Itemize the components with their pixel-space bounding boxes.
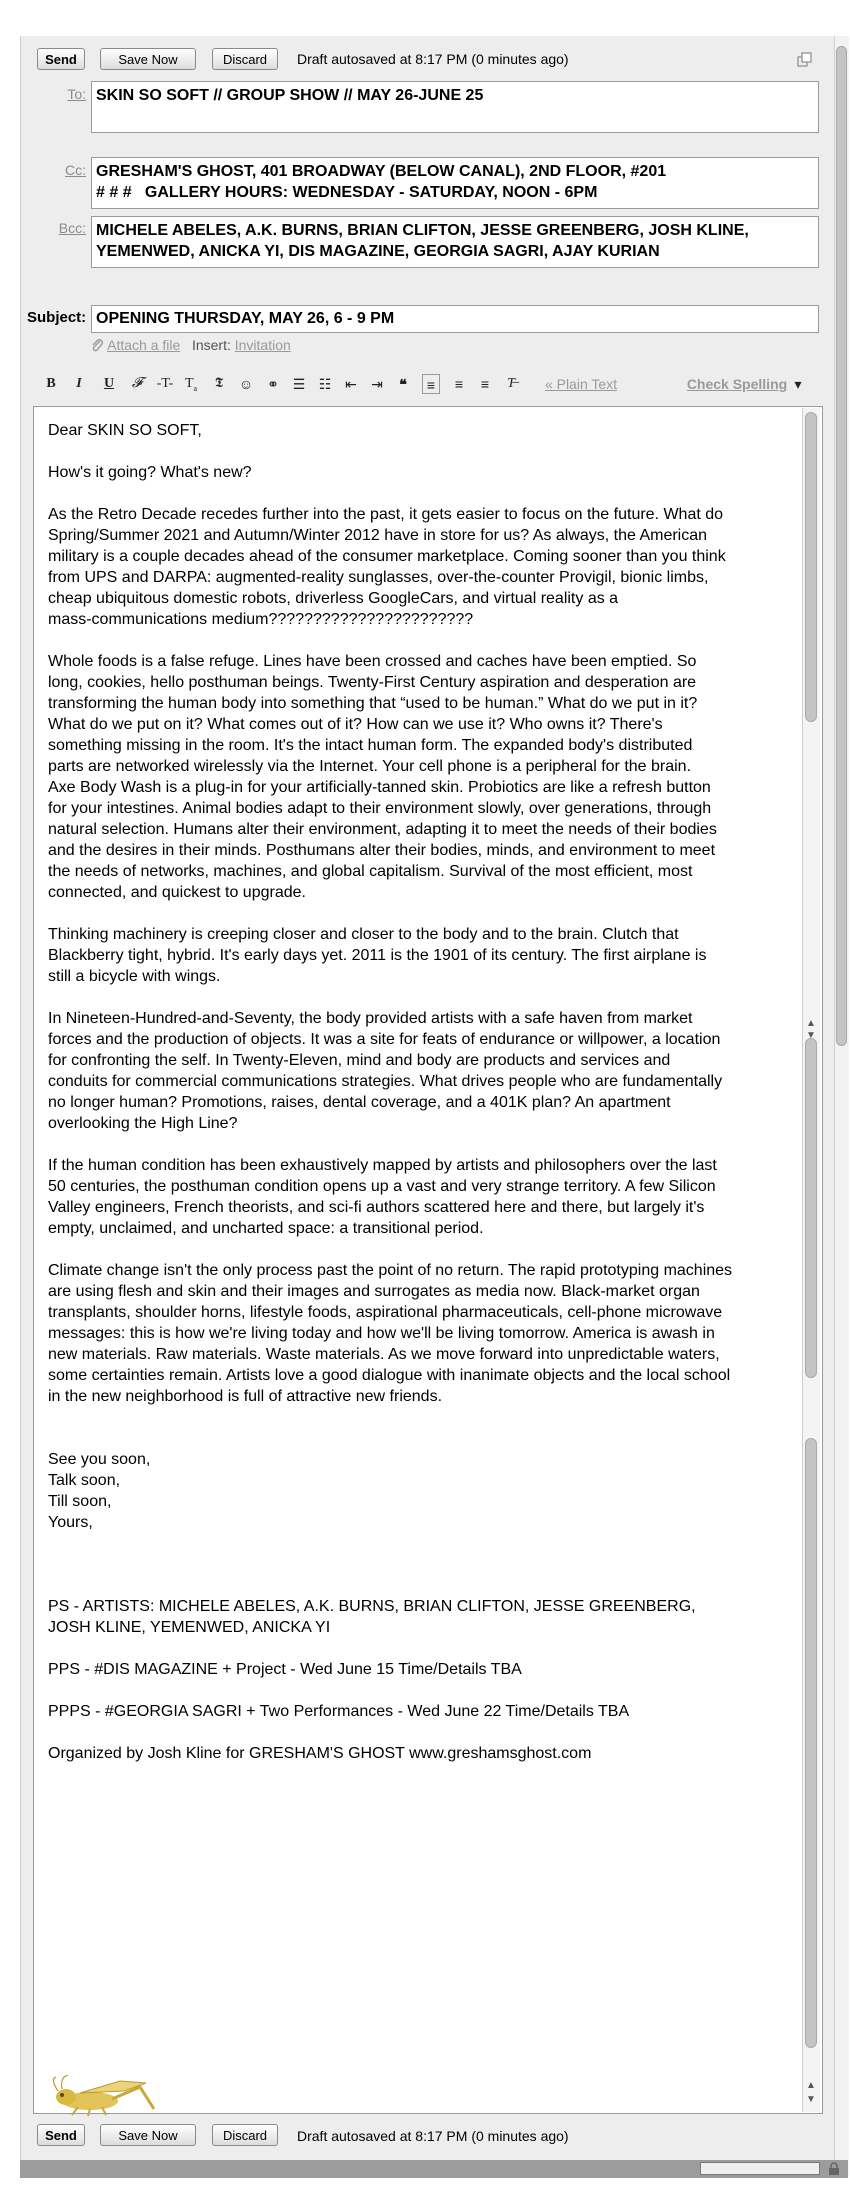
autosave-status-bottom: Draft autosaved at 8:17 PM (0 minutes ago) [297, 2128, 569, 2144]
bulleted-list-icon[interactable]: ☷ [318, 376, 332, 392]
indent-less-icon[interactable]: ⇤ [345, 376, 357, 392]
body-scrollbar[interactable] [802, 408, 820, 2112]
subject-value: OPENING THURSDAY, MAY 26, 6 - 9 PM [96, 310, 395, 327]
scroll-thumb[interactable] [805, 1038, 817, 1378]
cc-line: GRESHAM'S GHOST, 401 BROADWAY (BELOW CANAL), 2ND FLOOR, #201 [96, 163, 667, 180]
body-paragraph: If the human condition has been exhaustively mapped by artists and philosophers over the last 50 centuries, the posthuman condition opens up a vast and very strange territory. A few Silicon Valley engineers, French theorists, and sci-fi authors scattered here and there, but largely it's empty, unclaimed, and uncharted space: a transitional period. [48, 1157, 717, 1237]
scroll-up-icon[interactable]: ▲ [806, 1018, 816, 1029]
body-paragraph: How's it going? What's new? [48, 464, 252, 481]
save-now-button[interactable]: Save Now [100, 48, 196, 70]
cc-label[interactable]: Cc: [65, 162, 86, 178]
to-field[interactable] [91, 81, 819, 133]
body-paragraph: As the Retro Decade recedes further into the past, it gets easier to focus on the future. What do Spring/Summer 2021 and Autumn/Winter 2012 have in store for us? As always, the American military is a couple decades ahead of the consumer marketplace. Coming sooner than you think from UPS and DARPA: augmented-reality sunglasses, over-the-counter Provigil, bionic limbs, cheap ubiquitous domestic robots, driverless GoogleCars, and virtual reality as a mass-communications medium??????????????????????? [48, 506, 726, 628]
status-field [700, 2162, 820, 2175]
body-paragraph: Whole foods is a false refuge. Lines have been crossed and caches have been emptied. So long, cookies, hello posthuman beings. Twenty-First Century aspiration and desperation are transforming the human body into something that “used to be human.” What do we put in it? What do we put on it? What comes out of it? How can we use it? Who owns it? There's something missing in the room. It's the intact human form. The expanded body's distributed parts are networked wirelessly via the Internet. Your cell phone is a peripheral for the brain. Axe Body Wash is a plug-in for your artificially-tanned skin. Probiotics are like a refresh button for your intestines. Animal bodies adapt to their environment slowly, over generations, through natural selection. Humans alter their environment, adapting it to meet the needs of their bodies and the desires in their minds. Posthumans alter their bodies, minds, and environment to meet the needs of networks, machines, and global capitalism. Survival of the most efficient, most connected, and quickest to upgrade. [48, 653, 717, 901]
numbered-list-icon[interactable]: ☰ [292, 376, 306, 392]
organized-line: Organized by Josh Kline for GRESHAM'S GHOST www.greshamsghost.com [48, 1745, 592, 1762]
attach-row [90, 337, 291, 353]
page-scroll-thumb[interactable] [836, 46, 847, 1046]
scroll-up-icon[interactable]: ▲ [806, 2080, 816, 2091]
bcc-label[interactable]: Bcc: [58, 220, 86, 236]
send-button-bottom[interactable]: Send [37, 2124, 85, 2146]
text-color-icon[interactable]: $T_a$ [184, 376, 198, 393]
scroll-thumb[interactable] [805, 412, 817, 722]
bcc-line: YEMENWED, ANICKA YI, DIS MAGAZINE, GEORGIA SAGRI, AJAY KURIAN [96, 243, 660, 260]
save-now-button-bottom[interactable]: Save Now [100, 2124, 196, 2146]
subject-label: Subject: [27, 309, 87, 326]
chevron-down-icon[interactable]: ▾ [794, 376, 802, 392]
italic-button[interactable]: I [76, 376, 82, 391]
align-right-icon[interactable]: ≡ [480, 376, 490, 392]
send-button[interactable]: Send [37, 48, 85, 70]
ps-line: PS - ARTISTS: MICHELE ABELES, A.K. BURNS, BRIAN CLIFTON, JESSE GREENBERG, JOSH KLINE, YEMENWED, ANICKA YI [48, 1598, 696, 1636]
scroll-thumb[interactable] [805, 1438, 817, 2048]
to-label[interactable]: To: [67, 86, 86, 102]
formatting-toolbar [40, 370, 815, 398]
popout-icon[interactable] [797, 52, 813, 68]
check-spelling-link[interactable]: Check Spelling [686, 376, 788, 392]
cc-line: # # # GALLERY HOURS: WEDNESDAY - SATURDAY, NOON - 6PM [96, 184, 598, 201]
invitation-link[interactable]: Invitation [234, 337, 291, 353]
plain-text-link[interactable]: « Plain Text [544, 376, 618, 392]
lock-icon [828, 2162, 840, 2175]
browser-status-bar [20, 2160, 848, 2178]
ppps-line: PPPS - #GEORGIA SAGRI + Two Performances - Wed June 22 Time/Details TBA [48, 1703, 630, 1720]
message-body[interactable] [48, 420, 808, 1785]
body-paragraph: Thinking machinery is creeping closer and closer to the body and to the brain. Clutch that Blackberry tight, hybrid. It's early days yet. 2011 is the 1901 of its century. The first airplane is still a bicycle with wings. [48, 926, 707, 985]
body-paragraph: Climate change isn't the only process past the point of no return. The rapid prototyping machines are using flesh and skin and their images and surrogates as media now. Black-market organ transplants, shoulder horns, lifestyle foods, aspirational pharmaceuticals, cell-phone microwave messages: this is how we're living today and how we'll be living tomorrow. America is awash in new materials. Raw materials. Waste materials. As we move forward into unpredictable waters, some certainties remain. Artists love a good dialogue with inanimate objects and the local school in the new neighborhood is full of attractive new friends. [48, 1262, 733, 1405]
discard-button[interactable]: Discard [212, 48, 278, 70]
indent-more-icon[interactable]: ⇥ [371, 376, 383, 392]
pps-line: PPS - #DIS MAGAZINE + Project - Wed June 15 Time/Details TBA [48, 1661, 522, 1678]
grasshopper-logo [50, 2075, 160, 2117]
scroll-down-icon[interactable]: ▼ [806, 1030, 816, 1041]
bold-button[interactable]: B [46, 376, 56, 391]
insert-label: Insert: [191, 337, 231, 353]
bcc-field[interactable] [91, 216, 819, 268]
cc-field[interactable] [91, 157, 819, 209]
bcc-line: MICHELE ABELES, A.K. BURNS, BRIAN CLIFTON, JESSE GREENBERG, JOSH KLINE, [96, 222, 749, 239]
paperclip-icon [90, 338, 104, 352]
signoff: See you soon, Talk soon, Till soon, Yours, [48, 1451, 151, 1531]
subject-field[interactable] [91, 305, 819, 333]
autosave-status: Draft autosaved at 8:17 PM (0 minutes ago) [297, 51, 569, 67]
to-value: SKIN SO SOFT // GROUP SHOW // MAY 26-JUNE 25 [96, 87, 484, 104]
discard-button-bottom[interactable]: Discard [212, 2124, 278, 2146]
remove-formatting-icon[interactable]: T̶ [507, 376, 515, 391]
underline-button[interactable]: U [103, 376, 115, 391]
greeting: Dear SKIN SO SOFT, [48, 422, 202, 439]
font-icon[interactable]: 𝓕 [131, 376, 143, 391]
align-center-icon[interactable]: ≡ [454, 376, 464, 392]
link-icon[interactable]: ⚭ [267, 376, 279, 392]
quote-icon[interactable]: ❝ [399, 376, 407, 392]
emoticon-icon[interactable]: ☺ [238, 376, 254, 392]
highlight-color-icon[interactable]: 𝕿 [214, 376, 224, 391]
scroll-down-icon[interactable]: ▼ [806, 2094, 816, 2105]
font-size-icon[interactable]: -T- [156, 376, 174, 391]
page-scrollbar[interactable] [834, 36, 849, 2176]
body-paragraph: In Nineteen-Hundred-and-Seventy, the body provided artists with a safe haven from market forces and the production of objects. It was a site for feats of endurance or willpower, a location for confronting the self. In Twenty-Eleven, mind and body are products and services and conduits for commercial communications strategies. What drives people who are fundamentally no longer human? Promotions, raises, dental coverage, and a 401K plan? An apartment overlooking the High Line? [48, 1010, 723, 1132]
align-left-icon[interactable]: ≡ [422, 374, 440, 394]
attach-file-link[interactable]: Attach a file [107, 337, 181, 353]
